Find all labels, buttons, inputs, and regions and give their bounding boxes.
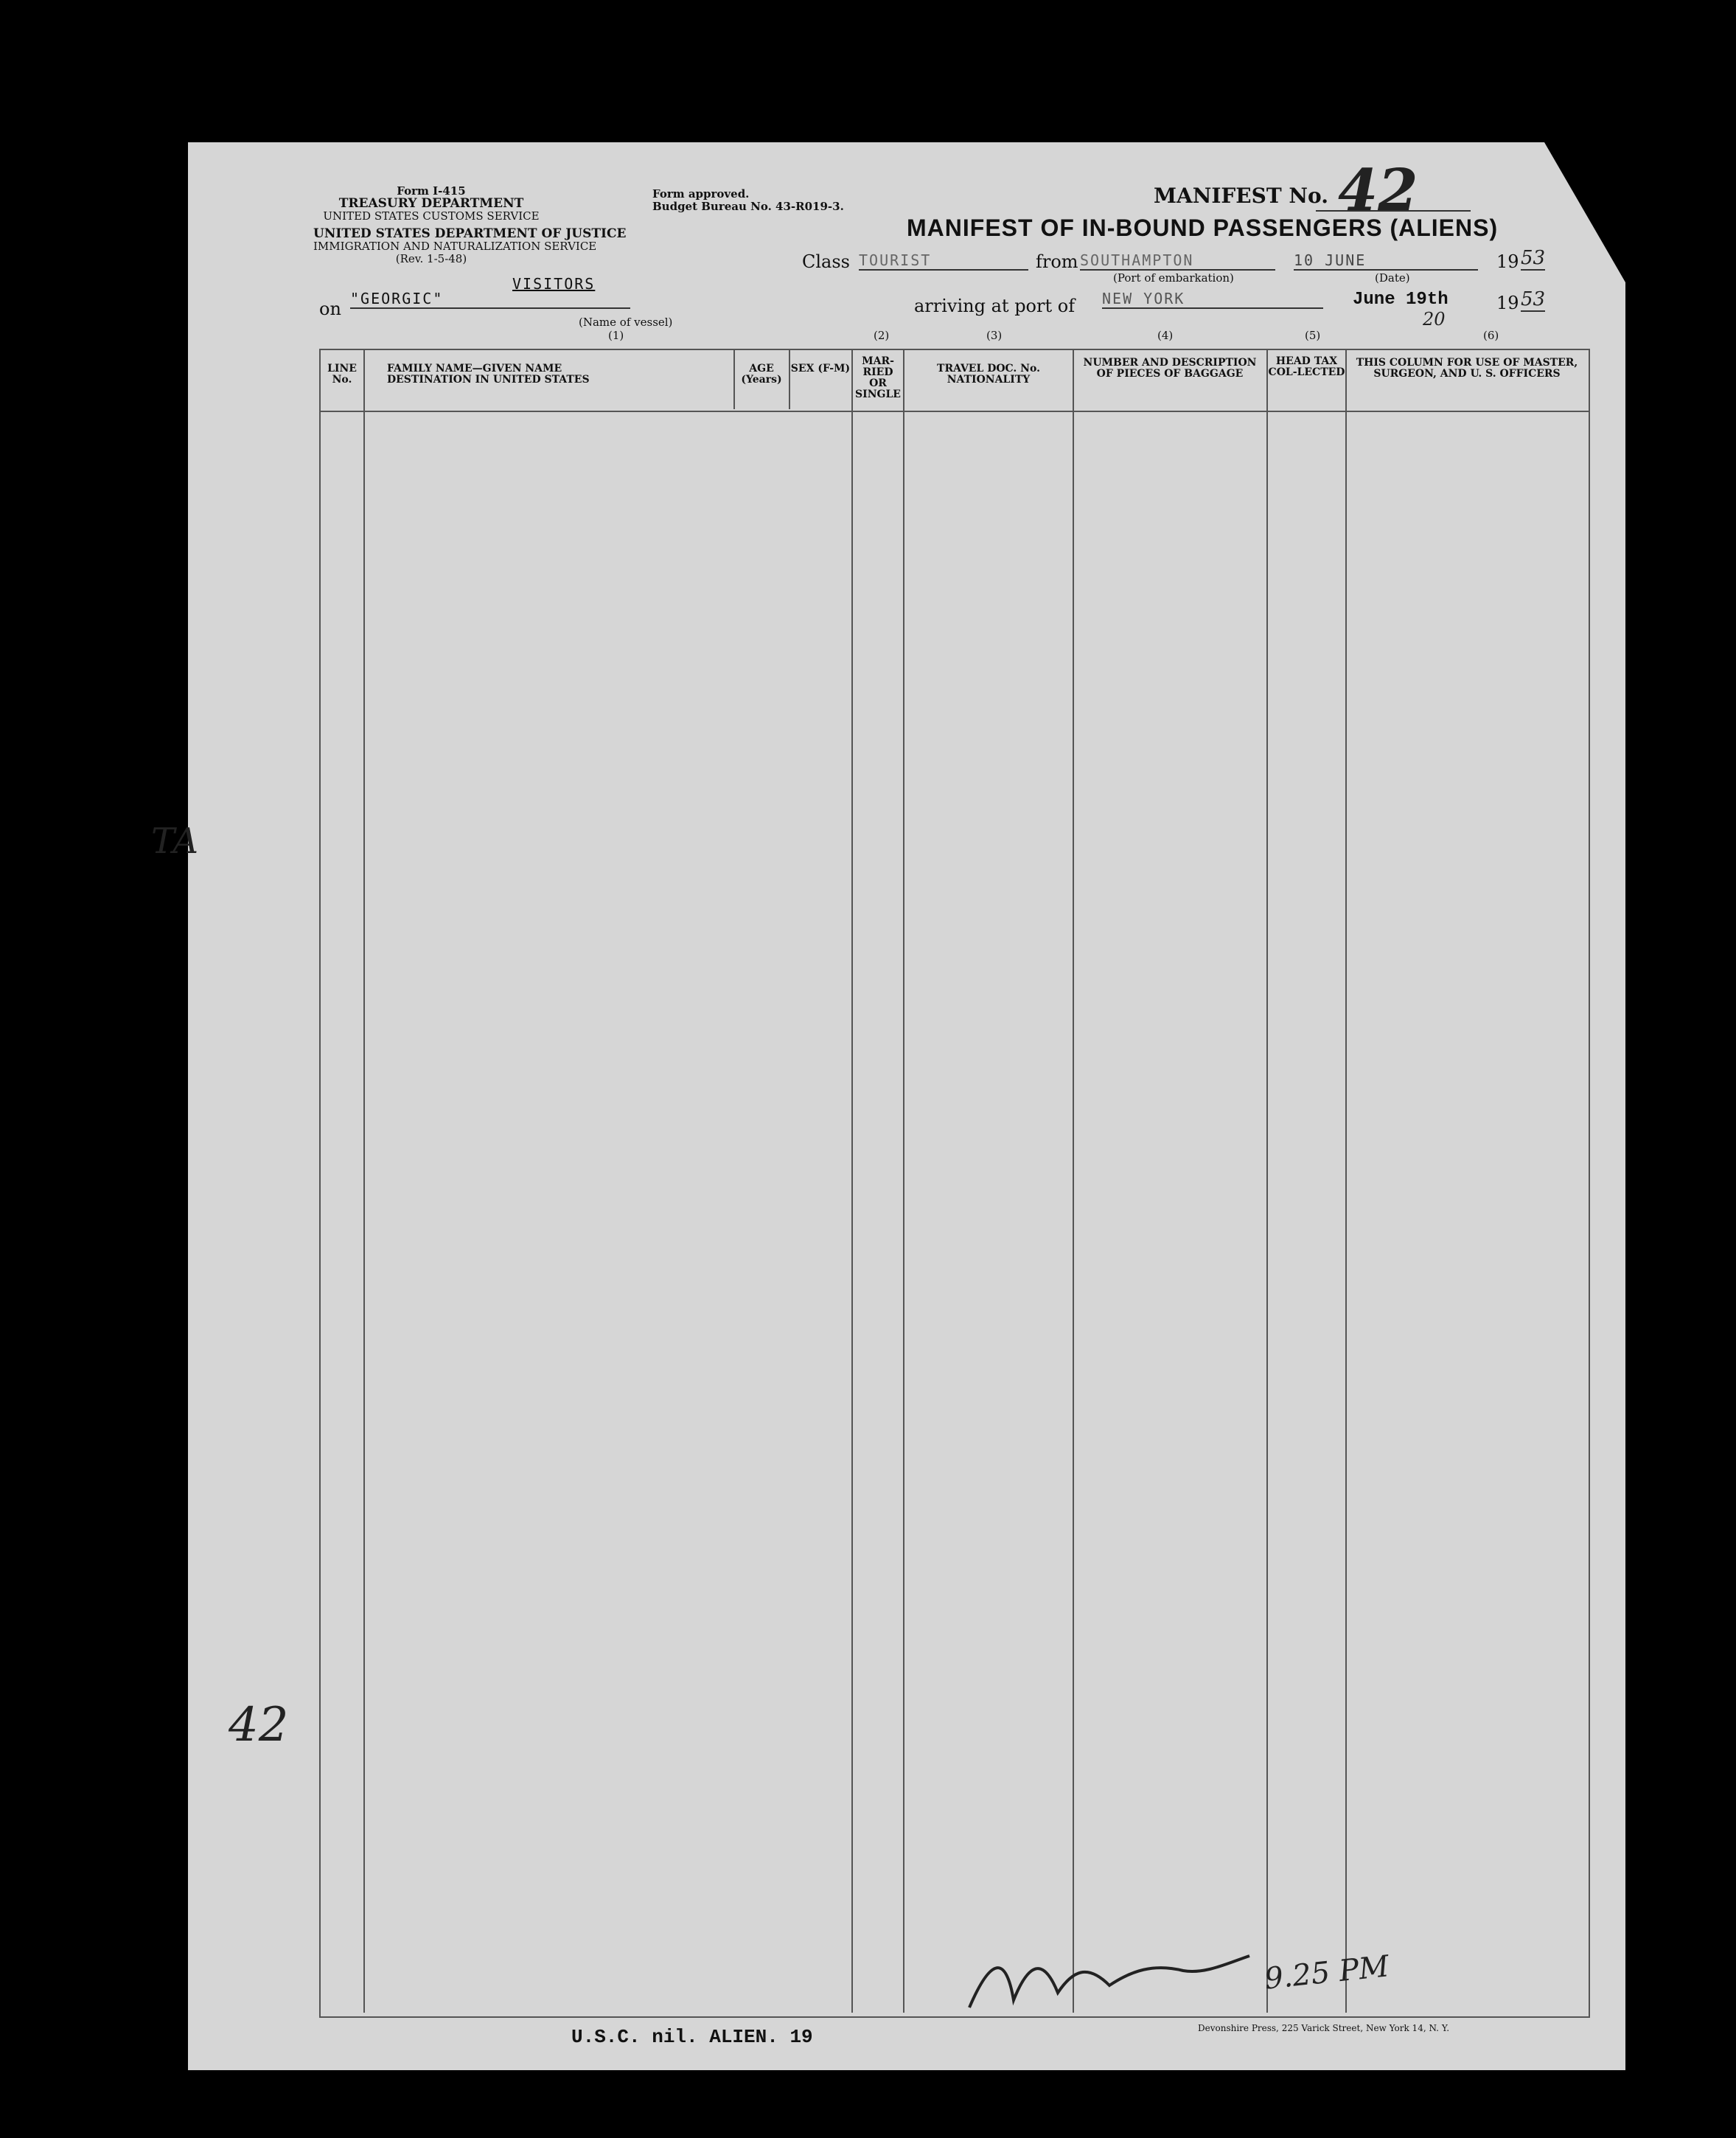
col-rule <box>903 349 904 2013</box>
vessel-caption: (Name of vessel) <box>579 316 673 329</box>
date-caption: (Date) <box>1375 271 1410 285</box>
col-header-sex: SEX (F-M) <box>790 363 851 375</box>
from-label: from <box>1036 251 1078 272</box>
arrival-year: 53 <box>1521 288 1546 310</box>
on-label: on <box>319 299 341 319</box>
port-embarkation-caption: (Port of embarkation) <box>1113 271 1234 285</box>
col-rule <box>851 349 853 2013</box>
page-title: MANIFEST OF IN-BOUND PASSENGERS (ALIENS) <box>907 215 1499 241</box>
year-value: 53 <box>1521 247 1546 269</box>
header-rule <box>321 411 1589 412</box>
form-approved: Form approved. <box>652 187 750 201</box>
customs-service: UNITED STATES CUSTOMS SERVICE <box>323 209 540 223</box>
col-header-name: FAMILY NAME—GIVEN NAME DESTINATION IN UNITED STATES <box>387 363 590 386</box>
justice-block <box>313 226 627 265</box>
arrival-port: NEW YORK <box>1102 290 1323 309</box>
approval-block <box>652 188 844 213</box>
manifest-no-value: 42 <box>1338 157 1418 224</box>
manifest-no-line <box>1316 210 1471 212</box>
officer-signature <box>962 1941 1257 2022</box>
col-header-baggage: NUMBER AND DESCRIPTION OF PIECES OF BAGGAGE <box>1083 357 1257 380</box>
col-header-travel-doc: TRAVEL DOC. No. NATIONALITY <box>937 363 1040 386</box>
footer-left: U.S.C. nil. ALIEN. 19 <box>571 2026 813 2048</box>
col-num-2: (2) <box>874 329 890 342</box>
col-header-married: MAR-RIED OR SINGLE <box>855 355 901 400</box>
margin-page-count: 42 <box>229 1698 289 1752</box>
col-header-age: AGE (Years) <box>741 363 782 386</box>
col-num-3: (3) <box>986 329 1003 342</box>
year-prefix: 19 <box>1496 251 1519 272</box>
col-rule <box>789 349 790 409</box>
col-header-line: LINE No. <box>327 363 357 386</box>
revision-label: (Rev. 1-5-48) <box>395 252 467 265</box>
arrival-year-prefix: 19 <box>1496 293 1519 313</box>
col-rule <box>1266 349 1268 2013</box>
embark-date: 10 JUNE <box>1294 251 1478 271</box>
col-header-head-tax: HEAD TAX COL-LECTED <box>1268 355 1345 378</box>
margin-ta: TA <box>151 821 199 862</box>
form-block <box>313 185 549 223</box>
col-num-5: (5) <box>1305 329 1321 342</box>
vessel-col-num: (1) <box>608 329 624 342</box>
torn-corner <box>1544 142 1625 282</box>
arrival-date-correction: 20 <box>1423 309 1446 330</box>
col-rule <box>1073 349 1074 2013</box>
budget-bureau: Budget Bureau No. 43-R019-3. <box>652 200 844 213</box>
ins-label: IMMIGRATION AND NATURALIZATION SERVICE <box>313 240 597 253</box>
justice-dept: UNITED STATES DEPARTMENT OF JUSTICE <box>313 226 627 241</box>
manifest-no-label: MANIFEST No. <box>1154 184 1328 208</box>
visitors-label: VISITORS <box>512 275 596 293</box>
col-rule <box>1345 349 1347 2013</box>
arrival-date: June 19th <box>1353 290 1449 310</box>
manifest-sheet <box>151 142 1625 2070</box>
form-number: Form I-415 <box>397 184 466 198</box>
class-label: Class <box>802 251 850 272</box>
vessel-name: "GEORGIC" <box>350 290 630 309</box>
time-stamp-note: 9.25 PM <box>1263 1949 1391 1996</box>
col-num-4: (4) <box>1157 329 1174 342</box>
manifest-table <box>319 349 1590 2018</box>
port-embarkation: SOUTHAMPTON <box>1080 251 1275 271</box>
treasury-dept: TREASURY DEPARTMENT <box>338 196 524 211</box>
arriving-label: arriving at port of <box>914 296 1076 316</box>
col-rule <box>363 349 365 2013</box>
footer-printer: Devonshire Press, 225 Varick Street, New York 14, N. Y. <box>1198 2023 1450 2033</box>
col-header-officers: THIS COLUMN FOR USE OF MASTER, SURGEON, AND U. S. OFFICERS <box>1356 357 1578 380</box>
col-num-6: (6) <box>1483 329 1499 342</box>
class-value: TOURIST <box>859 251 1028 271</box>
